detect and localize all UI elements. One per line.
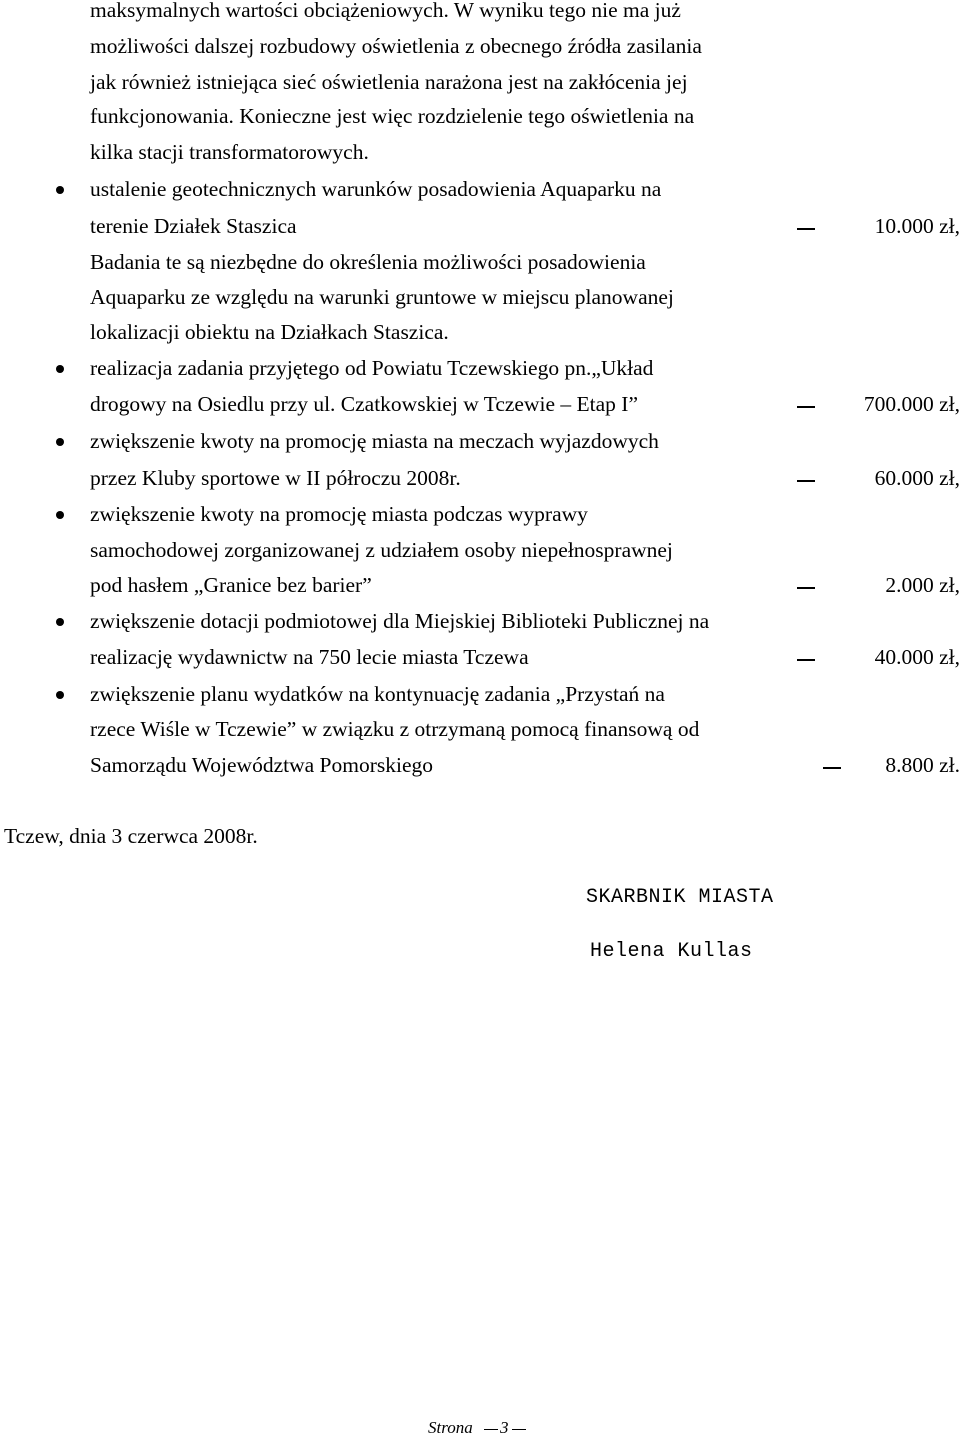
dash-mark bbox=[797, 228, 815, 230]
footer-dash bbox=[512, 1429, 526, 1430]
place-date: Tczew, dnia 3 czerwca 2008r. bbox=[4, 824, 258, 848]
bullet-icon bbox=[56, 438, 64, 446]
item-line: Aquaparku ze względu na warunki gruntowe w miejscu planowanej bbox=[90, 285, 674, 309]
item-amount: 8.800 zł. bbox=[885, 753, 960, 777]
item-line: rzece Wiśle w Tczewie” w związku z otrzymaną pomocą finansową od bbox=[90, 717, 700, 741]
bullet-icon bbox=[56, 365, 64, 373]
bullet-icon bbox=[56, 618, 64, 626]
dash-mark bbox=[797, 406, 815, 408]
item-line: drogowy na Osiedlu przy ul. Czatkowskiej w Tczewie – Etap I” bbox=[90, 392, 638, 416]
dash-mark bbox=[823, 767, 841, 769]
item-line: terenie Działek Staszica bbox=[90, 214, 297, 238]
item-line: zwiększenie kwoty na promocję miasta na meczach wyjazdowych bbox=[90, 429, 659, 453]
bullet-icon bbox=[56, 691, 64, 699]
item-line: zwiększenie dotacji podmiotowej dla Miejskiej Biblioteki Publicznej na bbox=[90, 609, 710, 633]
signature-title: SKARBNIK MIASTA bbox=[586, 886, 774, 909]
item-line: ustalenie geotechnicznych warunków posadowienia Aquaparku na bbox=[90, 177, 662, 201]
intro-line: maksymalnych wartości obciążeniowych. W wyniku tego nie ma już bbox=[90, 0, 681, 22]
item-line: zwiększenie kwoty na promocję miasta podczas wyprawy bbox=[90, 502, 588, 526]
item-line: pod hasłem „Granice bez barier” bbox=[90, 573, 372, 597]
signature-name: Helena Kullas bbox=[590, 940, 753, 963]
intro-line: kilka stacji transformatorowych. bbox=[90, 140, 369, 164]
dash-mark bbox=[797, 587, 815, 589]
item-line: realizacja zadania przyjętego od Powiatu Tczewskiego pn.„Układ bbox=[90, 356, 654, 380]
intro-line: jak również istniejąca sieć oświetlenia narażona jest na zakłócenia jej bbox=[90, 70, 688, 94]
item-line: zwiększenie planu wydatków na kontynuację zadania „Przystań na bbox=[90, 682, 665, 706]
item-line: samochodowej zorganizowanej z udziałem osoby niepełnosprawnej bbox=[90, 538, 673, 562]
dash-mark bbox=[797, 480, 815, 482]
bullet-icon bbox=[56, 511, 64, 519]
dash-mark bbox=[797, 659, 815, 661]
item-amount: 10.000 zł, bbox=[874, 214, 960, 238]
footer-page-label: Strona bbox=[428, 1418, 473, 1437]
item-amount: 700.000 zł, bbox=[863, 392, 960, 416]
item-line: realizację wydawnictw na 750 lecie miasta Tczewa bbox=[90, 645, 529, 669]
footer-dash bbox=[484, 1429, 498, 1430]
bullet-icon bbox=[56, 186, 64, 194]
item-line: przez Kluby sportowe w II półroczu 2008r. bbox=[90, 466, 461, 490]
intro-line: funkcjonowania. Konieczne jest więc rozdzielenie tego oświetlenia na bbox=[90, 104, 695, 128]
intro-line: możliwości dalszej rozbudowy oświetlenia z obecnego źródła zasilania bbox=[90, 34, 702, 58]
item-amount: 60.000 zł, bbox=[874, 466, 960, 490]
item-line: Badania te są niezbędne do określenia możliwości posadowienia bbox=[90, 250, 646, 274]
item-line: Samorządu Województwa Pomorskiego bbox=[90, 753, 434, 777]
footer-page-number: 3 bbox=[500, 1418, 509, 1437]
item-line: lokalizacji obiektu na Działkach Staszica. bbox=[90, 320, 449, 344]
item-amount: 40.000 zł, bbox=[874, 645, 960, 669]
item-amount: 2.000 zł, bbox=[885, 573, 960, 597]
